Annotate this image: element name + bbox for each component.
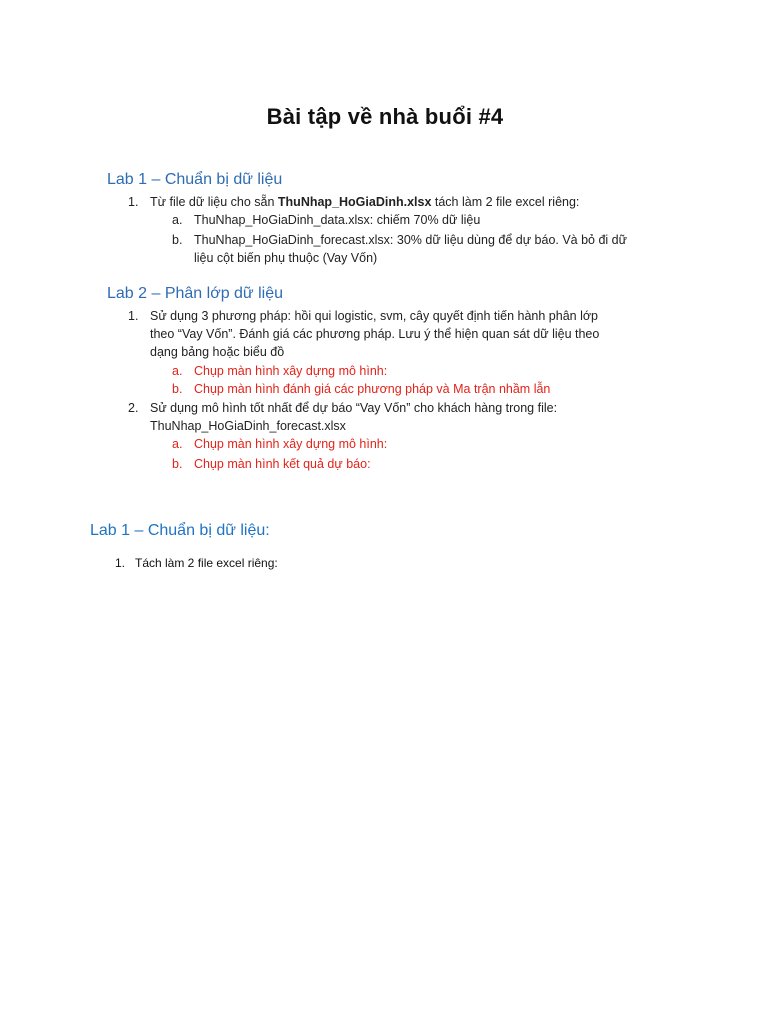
answer-item-1-number: 1.	[115, 556, 126, 570]
lab1-item1-text-pre: Từ file dữ liệu cho sẵn	[150, 195, 278, 209]
lab2-item2-b-number: b.	[172, 457, 183, 471]
lab2-item2-line2: ThuNhap_HoGiaDinh_forecast.xlsx	[150, 419, 346, 433]
lab1-heading: Lab 1 – Chuẩn bị dữ liệu	[107, 171, 283, 188]
lab1-sub-b-number: b.	[172, 233, 183, 247]
lab2-item1-a: Chụp màn hình xây dựng mô hình:	[194, 364, 388, 378]
page-title: Bài tập về nhà buổi #4	[266, 104, 504, 129]
lab2-item1-line1: Sử dụng 3 phương pháp: hồi qui logistic, svm, cây quyết định tiến hành phân lớp	[150, 309, 598, 323]
lab1-item1	[150, 193, 579, 211]
lab2-item2-a: Chụp màn hình xây dựng mô hình:	[194, 437, 388, 451]
answer-item-1	[115, 556, 278, 570]
lab1-sub-a-number: a.	[172, 213, 183, 227]
lab1-sub-a: ThuNhap_HoGiaDinh_data.xlsx: chiếm 70% dữ liệu	[194, 213, 481, 227]
lab2-item1-b: Chụp màn hình đánh giá các phương pháp và Ma trận nhầm lẫn	[194, 382, 551, 396]
lab2-item1-number: 1.	[128, 309, 139, 323]
lab2-item1-a-number: a.	[172, 364, 183, 378]
answer-heading: Lab 1 – Chuẩn bị dữ liệu:	[90, 522, 270, 539]
lab1-sub-b-line1: ThuNhap_HoGiaDinh_forecast.xlsx: 30% dữ liệu dùng để dự báo. Và bỏ đi dữ	[194, 233, 628, 247]
lab1-item1-number: 1.	[128, 195, 139, 209]
lab1-item1-filename: ThuNhap_HoGiaDinh.xlsx	[277, 195, 432, 209]
lab2-item2-a-number: a.	[172, 437, 183, 451]
lab2-item2-line1: Sử dụng mô hình tốt nhất để dự báo “Vay Vốn” cho khách hàng trong file:	[150, 401, 558, 415]
answer-item-1-text: Tách làm 2 file excel riêng:	[135, 556, 278, 570]
lab2-item1-line3: dạng bảng hoặc biểu đồ	[150, 345, 285, 359]
lab1-item1-text-post: tách làm 2 file excel riêng:	[431, 195, 580, 209]
lab1-sub-b-line2: liệu cột biến phụ thuộc (Vay Vốn)	[194, 251, 378, 265]
lab2-item1-b-number: b.	[172, 382, 183, 396]
lab2-heading: Lab 2 – Phân lớp dữ liệu	[107, 285, 283, 302]
lab2-item1-line2: theo “Vay Vốn”. Đánh giá các phương pháp. Lưu ý thể hiện quan sát dữ liệu theo	[150, 327, 600, 341]
lab2-item2-b: Chụp màn hình kết quả dự báo:	[194, 457, 371, 471]
lab2-item2-number: 2.	[128, 401, 139, 415]
